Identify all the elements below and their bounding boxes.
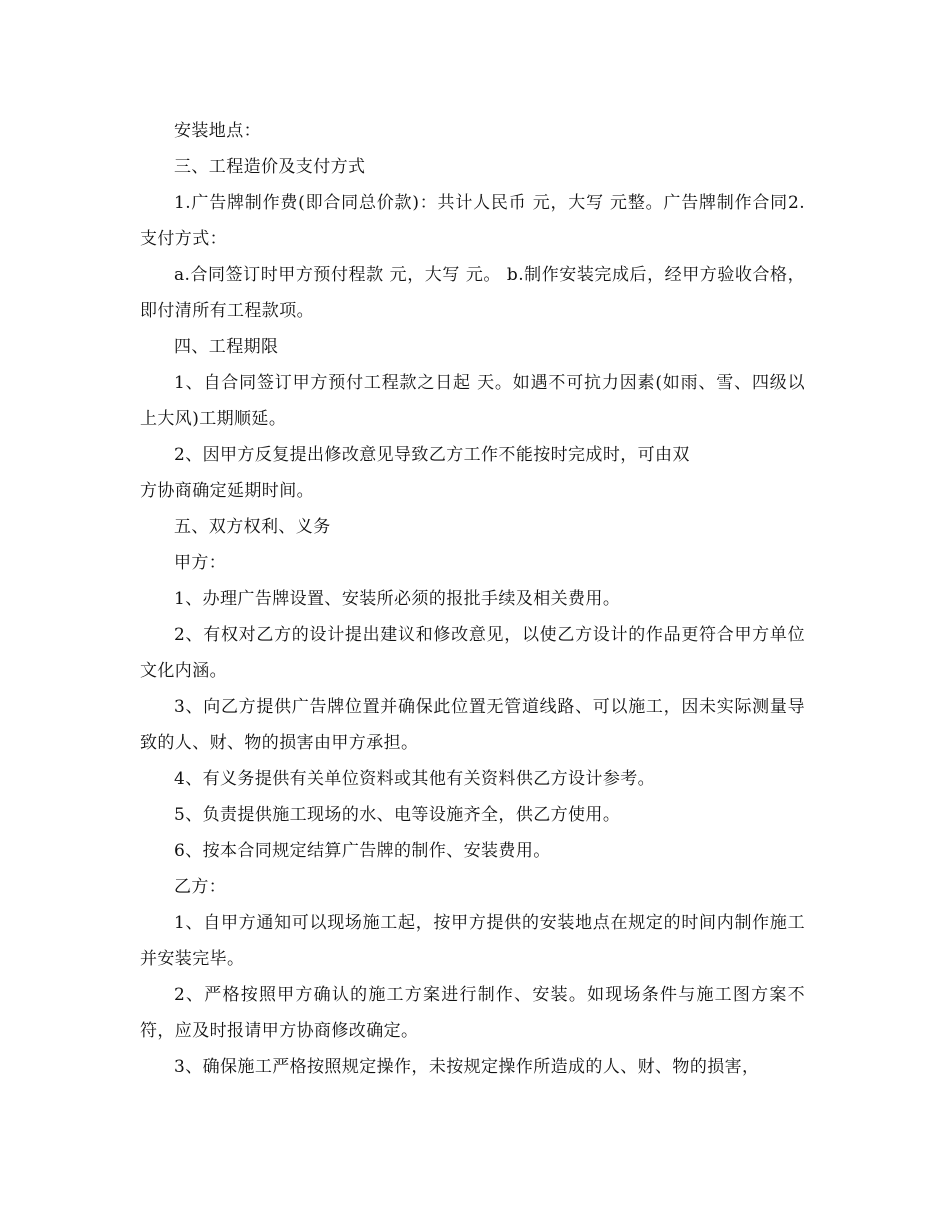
paragraph-period-1: 1、自合同签订甲方预付工程款之日起 天。如遇不可抗力因素(如雨、雪、四级以上大风)工期顺延。	[140, 373, 805, 429]
party-a-item-1: 1、办理广告牌设置、安装所必须的报批手续及相关费用。	[174, 589, 621, 609]
party-b-item-2: 2、严格按照甲方确认的施工方案进行制作、安装。如现场条件与施工图方案不符，应及时报请甲方协商修改确定。	[140, 985, 805, 1041]
party-b-item-3: 3、确保施工严格按照规定操作，未按规定操作所造成的人、财、物的损害，	[174, 1057, 760, 1077]
heading-section-4: 四、工程期限	[174, 337, 279, 357]
party-a-item-3: 3、向乙方提供广告牌位置并确保此位置无管道线路、可以施工，因未实际测量导致的人、财、物的损害由甲方承担。	[140, 697, 805, 753]
party-a-item-4: 4、有义务提供有关单位资料或其他有关资料供乙方设计参考。	[174, 769, 656, 789]
paragraph-period-2-cont: 方协商确定延期时间。	[140, 481, 314, 501]
document-body	[140, 113, 805, 1085]
paragraph-payment: a.合同签订时甲方预付程款 元，大写 元。 b.制作安装完成后，经甲方验收合格，即付清所有工程款项。	[140, 265, 805, 321]
party-a-item-6: 6、按本合同规定结算广告牌的制作、安装费用。	[174, 841, 551, 861]
heading-section-3: 三、工程造价及支付方式	[174, 157, 366, 177]
paragraph-fee: 1.广告牌制作费(即合同总价款)：共计人民币 元，大写 元整。广告牌制作合同2.支付方式：	[140, 193, 805, 249]
paragraph-period-2: 2、因甲方反复提出修改意见导致乙方工作不能按时完成时，可由双	[174, 445, 690, 465]
party-b-item-1: 1、自甲方通知可以现场施工起，按甲方提供的安装地点在规定的时间内制作施工并安装完毕。	[140, 913, 805, 969]
heading-section-5: 五、双方权利、义务	[174, 517, 331, 537]
heading-party-b: 乙方：	[174, 877, 227, 897]
paragraph-install-location: 安装地点：	[174, 121, 261, 141]
party-a-item-2: 2、有权对乙方的设计提出建议和修改意见，以使乙方设计的作品更符合甲方单位文化内涵。	[140, 625, 805, 681]
heading-party-a: 甲方：	[174, 553, 227, 573]
party-a-item-5: 5、负责提供施工现场的水、电等设施齐全，供乙方使用。	[174, 805, 621, 825]
